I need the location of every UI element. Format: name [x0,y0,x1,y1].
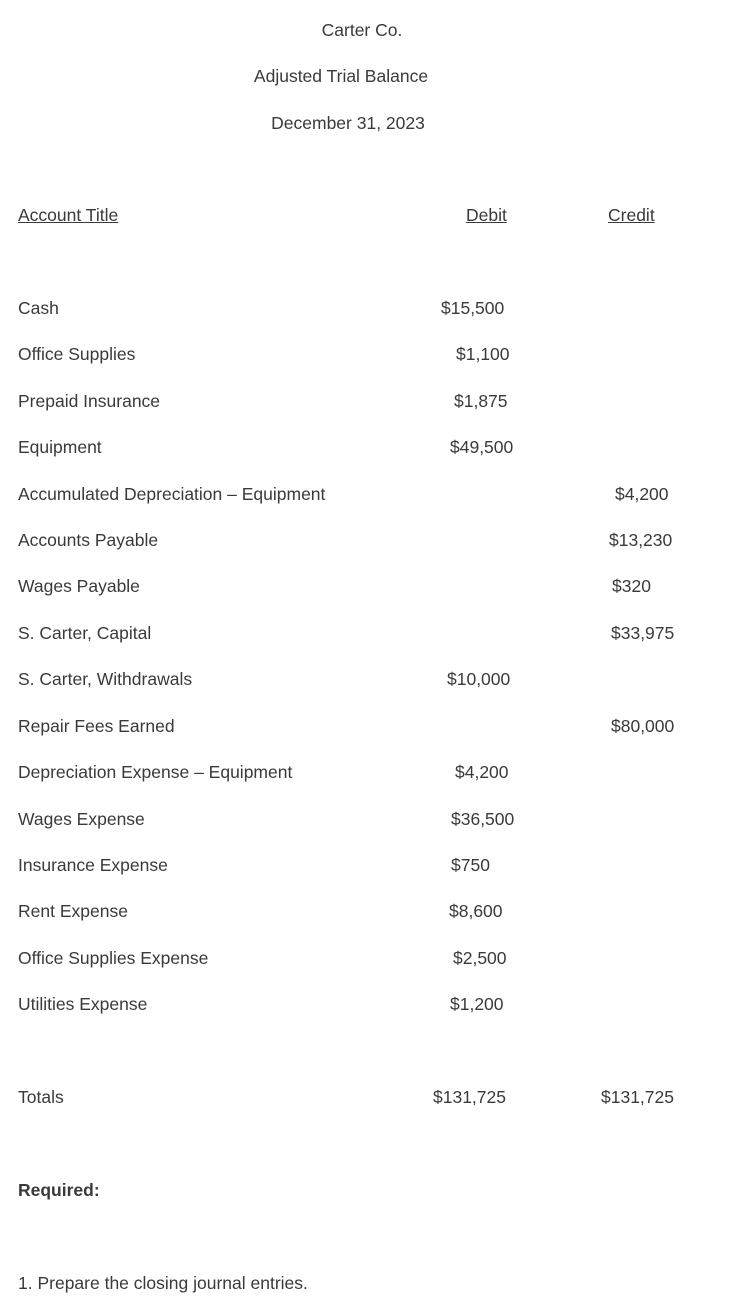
credit-accounts-payable: $13,230 [609,530,673,550]
required-item-1: 1. Prepare the closing journal entries. [18,1273,308,1293]
column-header-debit: Debit [466,205,507,225]
totals-credit: $131,725 [601,1087,674,1107]
debit-rent-expense: $8,600 [449,901,503,921]
account-title-wages-payable: Wages Payable [18,576,140,596]
account-title-capital: S. Carter, Capital [18,623,152,643]
debit-depreciation-expense: $4,200 [455,762,509,782]
company-name: Carter Co. [321,20,403,40]
debit-insurance-expense: $750 [451,855,490,875]
debit-withdrawals: $10,000 [447,669,511,689]
report-date: December 31, 2023 [271,113,425,133]
debit-prepaid-insurance: $1,875 [454,391,508,411]
debit-office-supplies: $1,100 [456,344,510,364]
credit-capital: $33,975 [611,623,675,643]
credit-accumulated-depreciation: $4,200 [615,484,669,504]
debit-utilities-expense: $1,200 [450,994,504,1014]
account-title-rent-expense: Rent Expense [18,901,128,921]
credit-repair-fees-earned: $80,000 [611,716,675,736]
account-title-depreciation-expense: Depreciation Expense – Equipment [18,762,293,782]
report-title: Adjusted Trial Balance [253,66,429,86]
account-title-accumulated-depreciation: Accumulated Depreciation – Equipment [18,484,326,504]
column-header-account-title: Account Title [18,205,119,225]
account-title-repair-fees-earned: Repair Fees Earned [18,716,175,736]
debit-wages-expense: $36,500 [451,809,515,829]
debit-equipment: $49,500 [450,437,514,457]
account-title-office-supplies: Office Supplies [18,344,136,364]
debit-cash: $15,500 [441,298,505,318]
account-title-withdrawals: S. Carter, Withdrawals [18,669,193,689]
account-title-office-supplies-expense: Office Supplies Expense [18,948,209,968]
required-heading: Required: [18,1180,100,1200]
account-title-prepaid-insurance: Prepaid Insurance [18,391,161,411]
totals-label: Totals [18,1087,64,1107]
account-title-insurance-expense: Insurance Expense [18,855,168,875]
column-header-credit: Credit [608,205,655,225]
account-title-utilities-expense: Utilities Expense [18,994,148,1014]
account-title-cash: Cash [18,298,59,318]
account-title-wages-expense: Wages Expense [18,809,145,829]
account-title-equipment: Equipment [18,437,102,457]
totals-debit: $131,725 [433,1087,506,1107]
debit-office-supplies-expense: $2,500 [453,948,507,968]
credit-wages-payable: $320 [612,576,651,596]
account-title-accounts-payable: Accounts Payable [18,530,159,550]
